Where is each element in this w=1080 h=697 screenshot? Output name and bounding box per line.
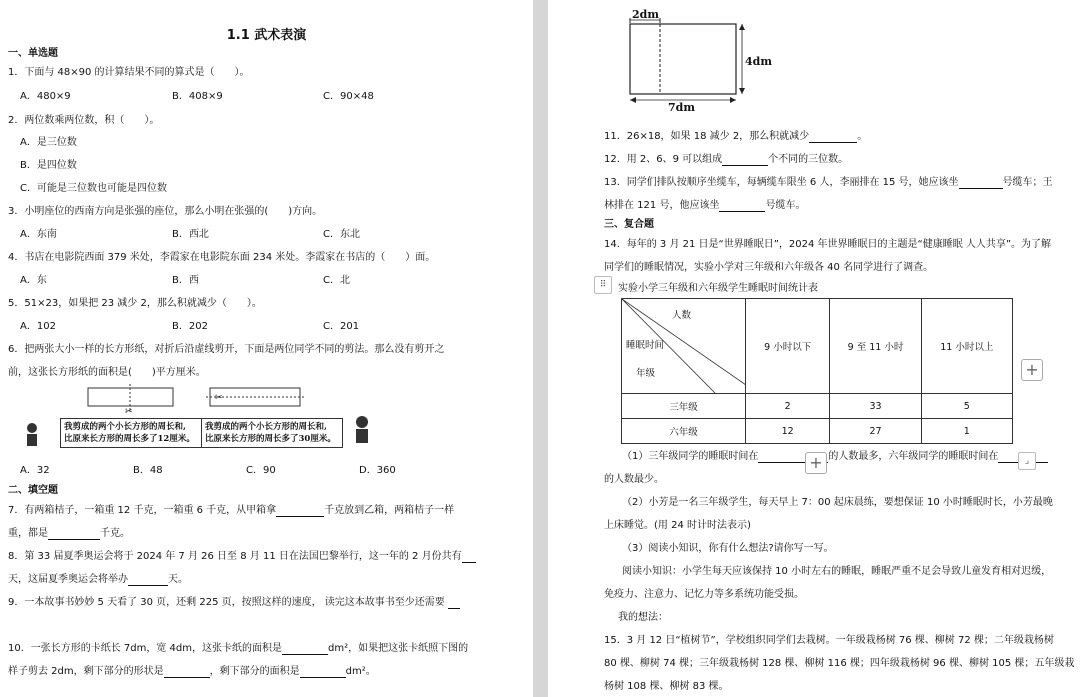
bubble-1-line1: 我剪成的两个小长方形的周长和,: [64, 422, 186, 432]
header-over-11h: 11 小时以上: [921, 299, 1012, 394]
q13-text-b: 号缆车；王: [1002, 177, 1053, 188]
q5-option-a: A．102: [20, 321, 56, 332]
bubble-2-line1: 我剪成的两个小长方形的周长和,: [205, 422, 327, 432]
question-13-line1: [604, 176, 1053, 189]
speech-bubble-2: [201, 418, 343, 448]
svg-text:✂: ✂: [215, 393, 223, 403]
q10-text-a: 10．一张长方形的卡纸长 7dm，宽 4dm，这张卡纸的面积是: [8, 643, 282, 654]
table-cell: 2: [746, 394, 830, 419]
question-15-line2: 80 棵、柳树 74 棵；三年级栽杨树 128 棵、柳树 116 棵；四年级栽杨树 96 棵、柳树 105 棵；五年级栽: [604, 658, 1075, 669]
q13-text-d: 号缆车。: [765, 200, 806, 211]
question-6-line1: 6．把两张大小一样的长方形纸，对折后沿虚线剪开，下面是两位同学不同的剪法。那么没有剪开之: [8, 344, 445, 355]
section-composite: 三、复合题: [604, 219, 654, 230]
q6-option-b: B．48: [133, 465, 163, 476]
sub-question-2-line2: 上床睡觉。(用 24 时计时法表示): [604, 520, 751, 531]
question-5: 5．51×23，如果把 23 减少 2，那么积就减少（ ）。: [8, 298, 262, 309]
table-cell: 33: [830, 394, 921, 419]
corner-label-count: 人数: [672, 310, 692, 321]
q10-blank-2[interactable]: [164, 667, 210, 678]
table-corner-cell: [622, 299, 746, 394]
question-14-line2: 同学们的睡眠情况，实验小学对三年级和六年级各 40 名同学进行了调查。: [604, 262, 934, 273]
q12-text-b: 个不同的三位数。: [768, 154, 849, 165]
q3-option-b: B．西北: [172, 229, 209, 240]
q3-option-c: C．东北: [323, 229, 360, 240]
q8-blank-1[interactable]: [462, 552, 476, 563]
question-10-line2: [8, 665, 376, 678]
bubble-1-line2: 比原来长方形的周长多了12厘米。: [64, 434, 195, 444]
my-thought-label: 我的想法：: [618, 612, 668, 623]
question-8-line1: [8, 550, 476, 563]
q7-text-a: 7．有两箱桔子，一箱重 12 千克，一箱重 6 千克，从甲箱拿: [8, 505, 277, 516]
q10-blank-3[interactable]: [300, 667, 346, 678]
q7-text-c: 重，都是: [8, 528, 48, 539]
bubble-2-line2: 比原来长方形的周长多了30厘米。: [205, 434, 336, 444]
page-title: 1.1 武术表演: [226, 28, 307, 43]
question-9: [8, 596, 460, 609]
q13-text-c: 林排在 121 号，他应该坐: [604, 200, 720, 211]
q8-text-c: 天。: [168, 574, 188, 585]
q2-option-a: A．是三位数: [20, 137, 77, 148]
question-15-line3: 杨树 108 棵、柳树 83 棵。: [604, 681, 729, 692]
q2-option-c: C．可能是三位数也可能是四位数: [20, 183, 167, 194]
q4-option-c: C．北: [323, 275, 350, 286]
question-7-line1: [8, 504, 454, 517]
add-column-icon[interactable]: +: [1021, 359, 1043, 381]
table-cell: 1: [921, 419, 1012, 444]
q5-option-c: C．201: [323, 321, 360, 332]
q11-text: 11．26×18，如果 18 减少 2，那么积就减少: [604, 131, 810, 142]
left-page: [0, 0, 533, 697]
question-11: [604, 130, 867, 143]
question-1: 1．下面与 48×90 的计算结果不同的算式是（ ）。: [8, 67, 250, 78]
q2-option-b: B．是四位数: [20, 160, 77, 171]
question-14-line1: 14．每年的 3 月 21 日是“世界睡眠日”，2024 年世界睡眠日的主题是“健康睡眠 人人共享”。为了解: [604, 239, 1052, 250]
q10-text-b: dm²，如果把这张卡纸照下图的: [327, 643, 469, 654]
q1-option-a: A．480×9: [20, 91, 71, 102]
question-6-line2: 前，这张长方形纸的面积是( )平方厘米。: [8, 367, 206, 378]
q8-text-a: 8．第 33 届夏季奥运会将于 2024 年 7 月 26 日至 8 月 11 日在法国巴黎举行，这一年的 2 月份共有: [8, 551, 462, 562]
q11-blank[interactable]: [809, 132, 857, 143]
q12-text-a: 12．用 2、6、9 可以组成: [604, 154, 723, 165]
q13-text-a: 13．同学们排队按顺序坐缆车，每辆缆车限坐 6 人，李丽排在 15 号，她应该坐: [604, 177, 959, 188]
q13-blank-1[interactable]: [959, 178, 1003, 189]
knowledge-tip-line1: 阅读小知识：小学生每天应该保持 10 小时左右的睡眠，睡眠严重不足会导致儿童发育相对迟缓，: [622, 566, 1052, 577]
q10-text-c: 样子剪去 2dm，剩下部分的形状是: [8, 666, 164, 677]
knowledge-tip-line2: 免疫力、注意力、记忆力等多系统功能受损。: [604, 589, 804, 600]
question-3: 3．小明座位的西南方向是张强的座位，那么小明在张强的( )方向。: [8, 206, 323, 217]
question-2: 2．两位数乘两位数，积（ ）。: [8, 115, 160, 126]
table-cell: 27: [830, 419, 921, 444]
q11-end: 。: [857, 131, 868, 142]
row-grade: 三年级: [622, 394, 746, 419]
question-7-line2: [8, 527, 130, 540]
q10-text-d: ，剩下部分的面积是: [209, 666, 300, 677]
q9-blank[interactable]: [448, 598, 460, 609]
q3-option-a: A．东南: [20, 229, 57, 240]
add-row-icon[interactable]: +: [805, 452, 827, 474]
sub-question-2-line1: （2）小芳是一名三年级学生，每天早上 7：00 起床晨练，要想保证 10 小时睡眠时长，小芳最晚: [622, 497, 1053, 508]
q4-option-a: A．东: [20, 275, 47, 286]
q9-text: 9．一本故事书妙妙 5 天看了 30 页，还剩 225 页，按照这样的速度， 读完这本故事书至少还需要: [8, 597, 445, 608]
q8-text-b: 天，这届夏季奥运会将举办: [8, 574, 128, 585]
q10-text-e: dm²。: [345, 666, 376, 677]
q7-text-b: 千克放到乙箱，两箱桔子一样: [324, 505, 455, 516]
svg-text:✂: ✂: [125, 407, 133, 417]
header-9-11h: 9 至 11 小时: [830, 299, 921, 394]
table-drag-handle-icon[interactable]: ⠿: [594, 276, 612, 294]
question-10-line1: [8, 642, 468, 655]
sub-question-3: （3）阅读小知识，你有什么想法?请你写一写。: [622, 543, 834, 554]
table-row: [622, 394, 1013, 419]
sleep-time-table: [621, 298, 1013, 444]
fig-label-7dm: 7dm: [668, 101, 695, 114]
q7-text-d: 千克。: [100, 528, 130, 539]
sub-question-1-line2: 的人数最少。: [604, 474, 664, 485]
fig-label-2dm: 2dm: [632, 8, 659, 21]
sub1-text-a: （1）三年级同学的睡眠时间在: [622, 451, 759, 462]
q10-blank-1[interactable]: [282, 644, 328, 655]
q7-blank-2[interactable]: [48, 529, 100, 540]
table-row: [622, 419, 1013, 444]
speech-bubble-1: [60, 418, 202, 448]
table-caption: 实验小学三年级和六年级学生睡眠时间统计表: [618, 283, 818, 294]
q4-option-b: B．西: [172, 275, 199, 286]
row-grade: 六年级: [622, 419, 746, 444]
page-gap-scrollbar[interactable]: [533, 0, 548, 697]
table-cell: 12: [746, 419, 830, 444]
resize-corner-icon[interactable]: ⌟: [1018, 452, 1036, 470]
q1-option-b: B．408×9: [172, 91, 223, 102]
q13-blank-2[interactable]: [719, 201, 765, 212]
question-15-line1: 15．3 月 12 日“植树节”，学校组织同学们去栽树。一年级栽杨树 76 棵、柳树 72 棵；二年级栽杨树: [604, 635, 1054, 646]
corner-label-sleep: 睡眠时间: [626, 340, 665, 351]
q7-blank-1[interactable]: [276, 506, 324, 517]
question-4: 4．书店在电影院西面 379 米处，李霞家在电影院东面 234 米处。李霞家在书店的（ ）面。: [8, 252, 436, 263]
table-cell: 5: [921, 394, 1012, 419]
question-12: [604, 153, 848, 166]
question-13-line2: [604, 199, 805, 212]
sub1-text-b: 的人数最多，六年级同学的睡眠时间在: [828, 451, 999, 462]
q6-option-d: D．360: [359, 465, 396, 476]
q1-option-c: C．90×48: [323, 91, 374, 102]
fig-label-4dm: 4dm: [745, 55, 772, 68]
q8-blank-2[interactable]: [128, 575, 168, 586]
sub-question-1-line1: [622, 450, 1048, 463]
q6-option-c: C．90: [246, 465, 276, 476]
question-8-line2: [8, 573, 188, 586]
header-under-9h: 9 小时以下: [746, 299, 830, 394]
q6-option-a: A．32: [20, 465, 50, 476]
right-page: [548, 0, 1080, 697]
section-single-choice: 一、单选题: [8, 48, 58, 59]
q12-blank[interactable]: [722, 155, 768, 166]
q5-option-b: B．202: [172, 321, 208, 332]
section-fill-blank: 二、填空题: [8, 485, 58, 496]
corner-label-grade: 年级: [636, 368, 656, 379]
